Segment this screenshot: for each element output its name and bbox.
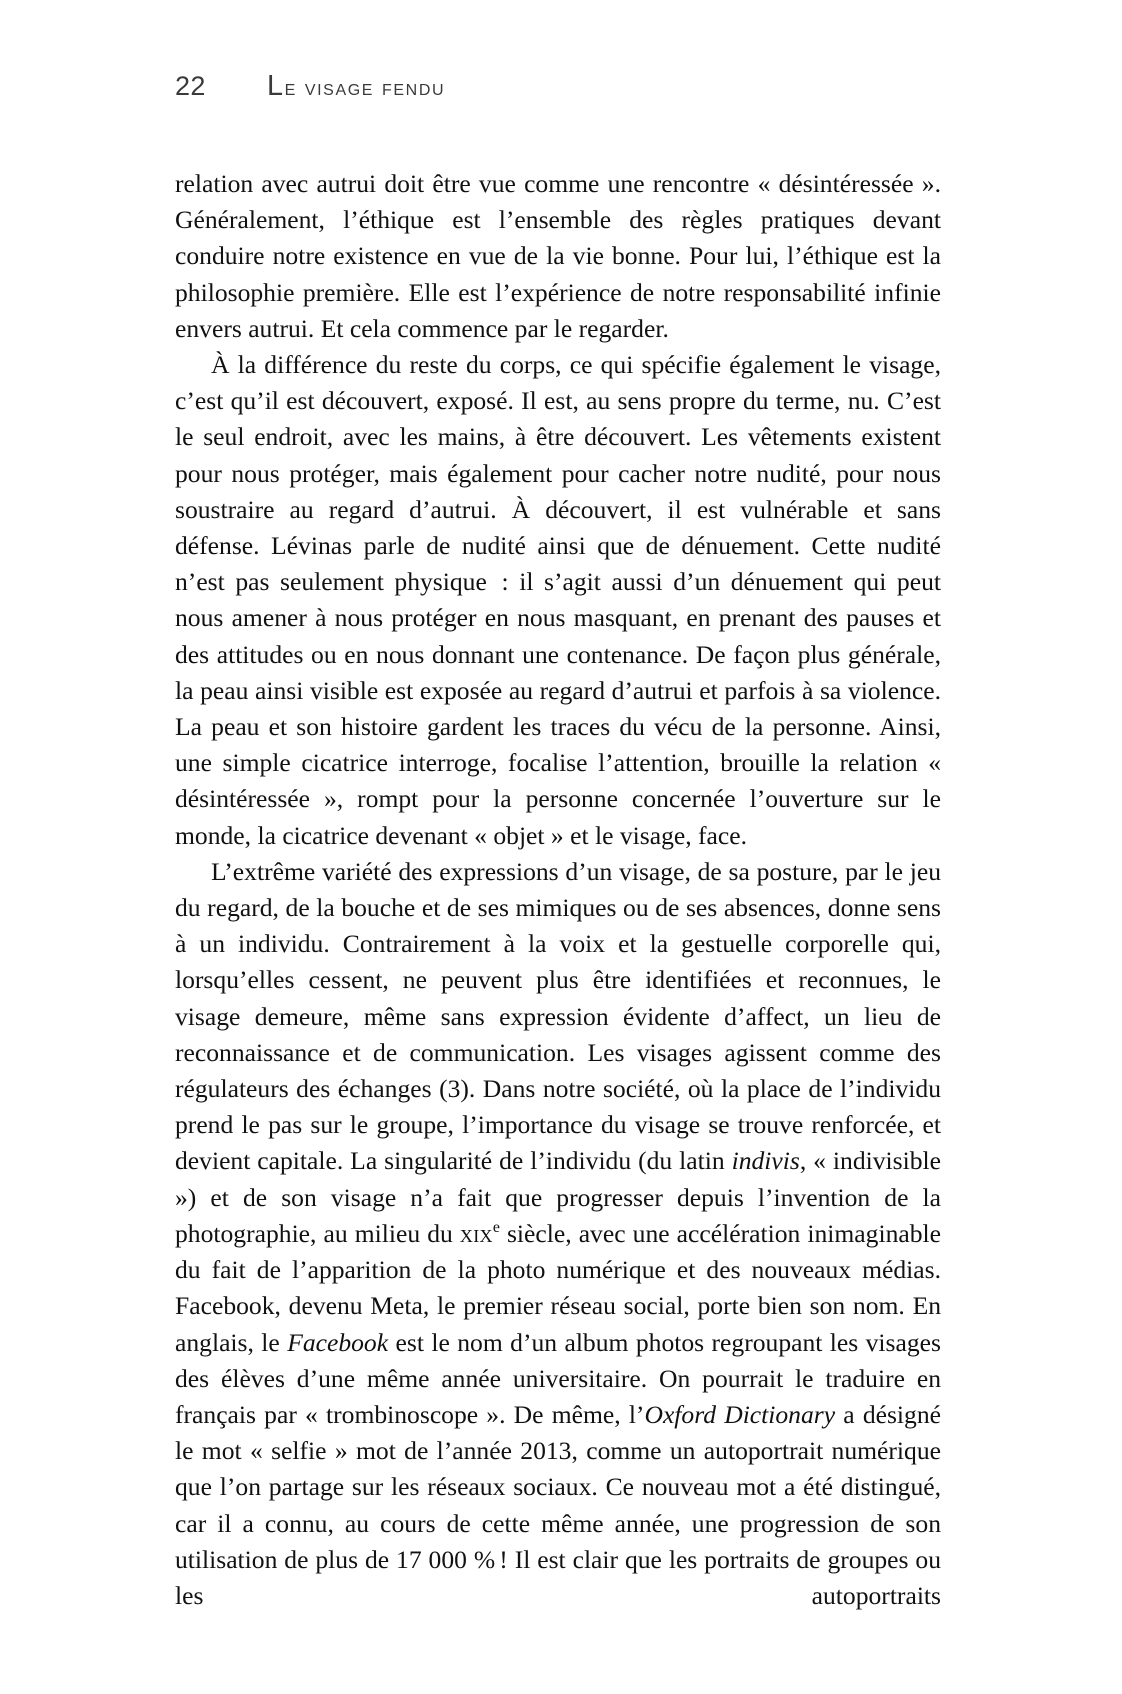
latin-term: indivis (731, 1146, 800, 1176)
body-text-column (175, 166, 941, 1614)
century-numeral: xix (459, 1218, 493, 1248)
paragraph-1: relation avec autrui doit être vue comme une rencontre « désintéressée ». Généralement, l’éthique est l’ensemble des règles pratiques devant conduire notre existence en vue de la vie bonne. Pour lui, l’éthique est la philosophie première. Elle est l’expérience de notre responsabilité infinie envers autrui. Et cela commence par le regarder. (175, 169, 941, 343)
paragraph-3: L’extrême variété des expressions d’un visage, de sa posture, par le jeu du regard, de la bouche et de ses mimiques ou de ses absences, donne sens à un individu. Contrairement à la voix et la gestuelle corporelle qui, lorsqu’elles cessent, ne peuvent plus être identifiées et reconnues, le visage demeure, même sans expression évidente d’affect, un lieu de reconnaissance et de communication. Les visages agissent comme des régulateurs des échanges (3). Dans notre société, où la place de l’individu prend le pas sur le groupe, l’importance du visage se trouve renforcée, et devient capitale. La singularité de l’individu (du latin indivis, « indivisible ») et de son visage n’a fait que progresser depuis l’invention de la photographie, au milieu du xix$^e$ siècle, avec une accélération inimaginable du fait de l’apparition de la photo numérique et des nouveaux médias. Facebook, devenu Meta, le premier réseau social, porte bien son nom. En anglais, le Facebook est le nom d’un album photos regroupant les visages des élèves d’une même année universitaire. On pourrait le traduire en français par « trombinoscope ». De même, l’Oxford Dictionary a désigné le mot « selfie » mot de l’année 2013, comme un autoportrait numérique que l’on partage sur les réseaux sociaux. Ce nouveau mot a été distingué, car il a connu, au cours de cette même année, une progression de son utilisation de plus de 17 000 % ! Il est clair que les portraits de groupes ou les autoportraits (175, 856, 941, 1610)
running-head (175, 70, 940, 108)
year-2013: 2013 (520, 1436, 572, 1466)
running-title: le visage fendu (267, 70, 446, 102)
oxford-dictionary-title: Oxford Dictionary (644, 1399, 836, 1429)
ordinal-suffix: e (492, 1219, 500, 1237)
page-number: 22 (175, 71, 206, 101)
paragraph-2: À la différence du reste du corps, ce qui spécifie également le visage, c’est qu’il est découvert, exposé. Il est, au sens propre du terme, nu. C’est le seul endroit, avec les mains, à être découvert. Les vêtements existent pour nous protéger, mais également pour cacher notre nudité, pour nous soustraire au regard d’autrui. À découvert, il est vulnérable et sans défense. Lévinas parle de nudité ainsi que de dénuement. Cette nudité n’est pas seulement physique : il s’agit aussi d’un dénuement qui peut nous amener à nous protéger en nous masquant, en prenant des pauses et des attitudes ou en nous donnant une contenance. De façon plus générale, la peau ainsi visible est exposée au regard d’autrui et parfois à sa violence. La peau et son histoire gardent les traces du vécu de la personne. Ainsi, une simple cicatrice interroge, focalise l’attention, brouille la relation « désintéressée », rompt pour la personne concernée l’ouverture sur le monde, la cicatrice devenant « objet » et le visage, face. (175, 350, 941, 850)
note-reference: (3) (439, 1074, 469, 1104)
statistic-value: 17 000 % (396, 1544, 496, 1574)
facebook-italic-term: Facebook (287, 1327, 389, 1357)
